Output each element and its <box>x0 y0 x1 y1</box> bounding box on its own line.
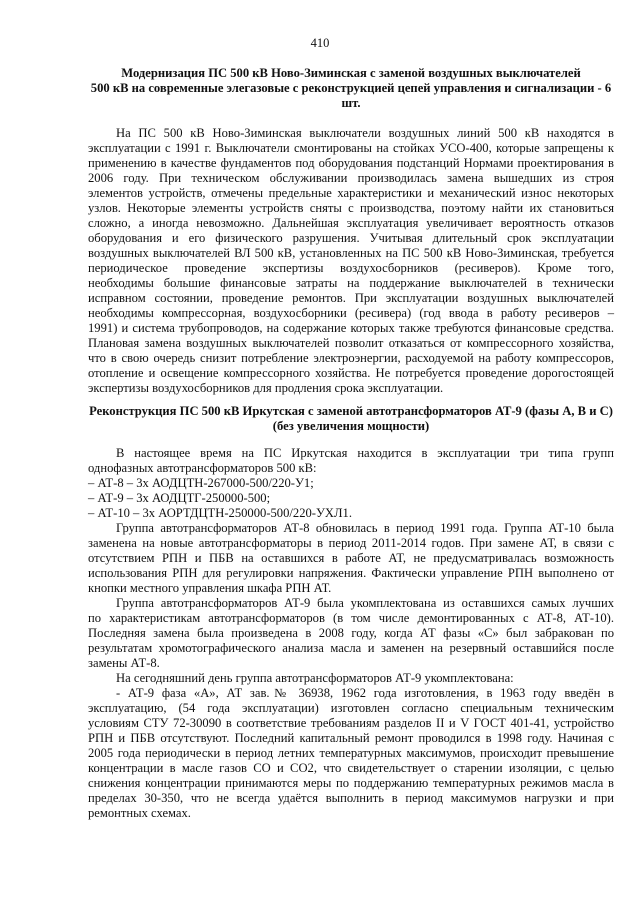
section2-para3-line: замены АТ-8. <box>88 656 160 670</box>
list-item: – АТ-9 – 3х АОДЦТГ-250000-500; <box>88 491 271 505</box>
section2-para3-line: Последняя замена была произведена в 2008 году, когда АТ фазы «С» был забракован по <box>88 626 614 640</box>
section2-para3-line: результатам хромотографического анализа масла и заменен на резервный оставшийся после <box>88 641 614 655</box>
section2-para4-line: 2005 года периодически в период летних температурных максимумов, происходит превышение <box>88 746 614 760</box>
section2-para4-line: снижения концентрации принимаются меры по поддержанию температурных режимов масла в <box>88 776 614 790</box>
section1-body-line: исправном состоянии, проведение ремонтов. При эксплуатации воздушных выключателей <box>88 291 614 305</box>
section1-body-line: 2006 году. При техническом обслуживании производилась замена вышедших из строя <box>88 171 614 185</box>
section2-para3-line: Группа автотрансформаторов АТ-9 была укомплектована из оставшихся самых лучших <box>116 596 614 610</box>
list-item: – АТ-10 – 3х АОРТДЦТН-250000-500/220-УХЛ1. <box>88 506 352 520</box>
section1-body-line: периодическое проведение экспертизы воздухосборников (ресиверов). Кроме того, <box>88 261 614 275</box>
section1-body-line: экспертизы воздухосборников для продления срока эксплуатации. <box>88 381 444 395</box>
section1-title-line: шт. <box>341 96 361 110</box>
section2-para4-line: условиям СТУ 72-30090 в соответствие требованиям разделов II и V ГОСТ 401-41, устройство <box>88 716 614 730</box>
section1-body-line: элементов устройств, отмечены предельные характеристики и механический износ некоторых <box>88 186 614 200</box>
section2-para4-line: ремонтных схемах. <box>88 806 191 820</box>
section2-para4-line: - АТ-9 фаза «А», АТ зав.№ 36938, 1962 года изготовления, в 1963 году введён в <box>116 686 614 700</box>
section2-para2-line: использования РПН для регулировки напряжения. Фактически управление РПН выполнено от <box>88 566 614 580</box>
section2-para4-line: пределах 30-350, что не всегда удаётся выполнить в период максимумов нагрузки и при <box>88 791 614 805</box>
list-item: – АТ-8 – 3х АОДЦТН-267000-500/220-У1; <box>88 476 314 490</box>
section2-title-line: (без увеличения мощности) <box>272 419 430 433</box>
section2-intro-line: В настоящее время на ПС Иркутская находится в эксплуатации три типа групп <box>116 446 614 460</box>
section2-para2-line: отсутствием РПН и ПБВ на оставшихся в работе АТ, не предусматривалась возможность <box>88 551 614 565</box>
section1-title-line: 500 кВ на современные элегазовые с реконструкцией цепей управления и сигнализации - 6 <box>90 81 612 95</box>
section1-body-line: сложно, а иногда невозможно. Дальнейшая эксплуатация увеличивает вероятность отказов <box>88 216 614 230</box>
section2-para2-line: кнопки местного управления шкафа РПН АТ. <box>88 581 332 595</box>
section2-para2-line: Группа автотрансформаторов АТ-8 обновилась в период 1991 года. Группа АТ-10 была <box>116 521 614 535</box>
section2-para3-line: по характеристикам автотрансформаторов (в том числе демонтированных с АТ-8, АТ-10). <box>88 611 614 625</box>
section2-para2-line: заменена на новые автотрансформаторы в период 2011-2014 годов. При замене АТ, в связи с <box>88 536 614 550</box>
section1-title-line: Модернизация ПС 500 кВ Ново-Зиминская с заменой воздушных выключателей <box>121 66 581 80</box>
section1-body-line: отопление и освещение компрессорного хозяйства. Не потребуется проведение дорогостоящей <box>88 366 614 380</box>
section1-body-line: узлов. Некоторые элементы устройств сняты с производства, поэтому найти их становиться <box>88 201 614 215</box>
section1-body-line: На ПС 500 кВ Ново-Зиминская выключатели воздушных линий 500 кВ находятся в <box>116 126 614 140</box>
section2-para4-line: эксплуатацию, (54 года эксплуатации) изготовлен согласно специальным техническим <box>88 701 614 715</box>
section1-body-line: эксплуатации с 1991 г. Выключатели смонтированы на стойках УСО-400, которые запрещены к <box>88 141 614 155</box>
section1-body-line: что в свою очередь снизит потребление электроэнергии, расходуемой на работу компрессоров, <box>88 351 614 365</box>
section2-para4-line: РПН и ПБВ отсутствуют. Последний капитальный ремонт проводился в 1998 году. Начиная с <box>88 731 614 745</box>
section1-body-line: Плановая замена воздушных выключателей позволит отказаться от компрессорного хозяйства, <box>88 336 614 350</box>
section1-body-line: оборудования и его физического разрушения. Учитывая длительный срок эксплуатации <box>88 231 614 245</box>
section1-body-line: 1991) и система трубопроводов, на содержание которых также требуются финансовые средства. <box>88 321 614 335</box>
section1-body-line: применению в качестве фундаментов под оборудования подстанций Нормами проектирования в <box>88 156 614 170</box>
section2-para4-line: концентрации в масле газов СО и СО2, что свидетельствует о старении изоляции, с целью <box>88 761 614 775</box>
page-number: 410 <box>310 36 330 50</box>
section2-intro-line: однофазных автотрансформаторов 500 кВ: <box>88 461 317 475</box>
section2-title-line: Реконструкция ПС 500 кВ Иркутская с заменой автотрансформаторов АТ-9 (фазы А, В и С) <box>89 404 613 418</box>
section1-body-line: необходимы компрессорная, воздухосборники (ресивера) (год ввода в работу ресиверов – <box>88 306 614 320</box>
section1-body-line: необходимы большие финансовые затраты на поддержание выключателей в технически <box>88 276 614 290</box>
section1-body-line: воздушных выключателей ВЛ 500 кВ, установленных на ПС 500 кВ Ново-Зиминская, требуется <box>88 246 614 260</box>
section2-para4-line: На сегодняшний день группа автотрансформаторов АТ-9 укомплектована: <box>116 671 514 685</box>
